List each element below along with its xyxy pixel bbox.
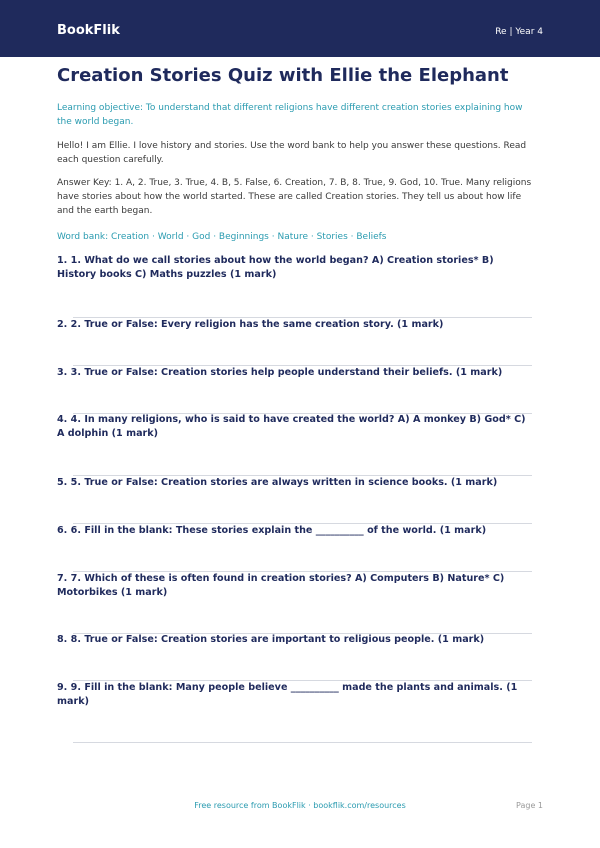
page-title: Creation Stories Quiz with Ellie the Elephant xyxy=(57,65,509,86)
question-4: 4. 4. In many religions, who is said to have created the world? A) A monkey B) God* C) A dolphin (1 mark) xyxy=(57,414,526,439)
word-separator: · xyxy=(308,232,317,242)
word-bank-word: Beliefs xyxy=(356,232,387,242)
learning-objective: Learning objective: To understand that different religions have different creation stories explaining how the world began. xyxy=(57,103,523,127)
question-1: 1. 1. What do we call stories about how the world began? A) Creation stories* B) History books C) Maths puzzles (1 mark) xyxy=(57,255,494,280)
word-bank-word: Creation xyxy=(111,232,150,242)
subject-year-label: Re | Year 4 xyxy=(495,27,543,37)
word-separator: · xyxy=(268,232,278,242)
question-3: 3. 3. True or False: Creation stories help people understand their beliefs. (1 mark) xyxy=(57,367,503,378)
word-separator: · xyxy=(149,232,158,242)
page-footer xyxy=(0,801,600,815)
word-separator: · xyxy=(210,232,219,242)
word-separator: · xyxy=(347,232,357,242)
word-bank-words xyxy=(111,232,386,242)
word-bank-word: Nature xyxy=(277,232,308,242)
page-number: Page 1 xyxy=(516,801,543,810)
worksheet-intro xyxy=(57,65,532,244)
word-separator: · xyxy=(183,232,193,242)
question-6: 6. 6. Fill in the blank: These stories explain the __________ of the world. (1 mark) xyxy=(57,525,487,536)
footer-link[interactable]: Free resource from BookFlik · bookflik.com/resources xyxy=(194,801,406,810)
word-bank xyxy=(57,230,532,244)
answer-key: Answer Key: 1. A, 2. True, 3. True, 4. B, 5. False, 6. Creation, 7. B, 8. True, 9. God, 10. True. Many religions have stories about how the world started. These are called Creation stories. They tell us about how life and the earth began. xyxy=(57,178,532,216)
word-bank-word: Beginnings xyxy=(218,232,269,242)
word-bank-word: Stories xyxy=(316,232,348,242)
question-8: 8. 8. True or False: Creation stories are important to religious people. (1 mark) xyxy=(57,634,485,645)
answer-line-9 xyxy=(73,742,532,743)
word-bank-label: Word bank: xyxy=(57,232,109,242)
question-9: 9. 9. Fill in the blank: Many people believe __________ made the plants and animals. (1 mark) xyxy=(57,682,518,707)
brand-logo: BookFlik xyxy=(57,23,120,38)
word-bank-word: God xyxy=(192,232,211,242)
page-header xyxy=(0,0,600,57)
intro-text: Hello! I am Ellie. I love history and stories. Use the word bank to help you answer these questions. Read each question carefully. xyxy=(57,141,527,165)
question-2: 2. 2. True or False: Every religion has the same creation story. (1 mark) xyxy=(57,319,444,330)
word-bank-word: World xyxy=(157,232,184,242)
question-7: 7. 7. Which of these is often found in creation stories? A) Computers B) Nature* C) Motorbikes (1 mark) xyxy=(57,573,505,598)
question-5: 5. 5. True or False: Creation stories are always written in science books. (1 mark) xyxy=(57,477,498,488)
